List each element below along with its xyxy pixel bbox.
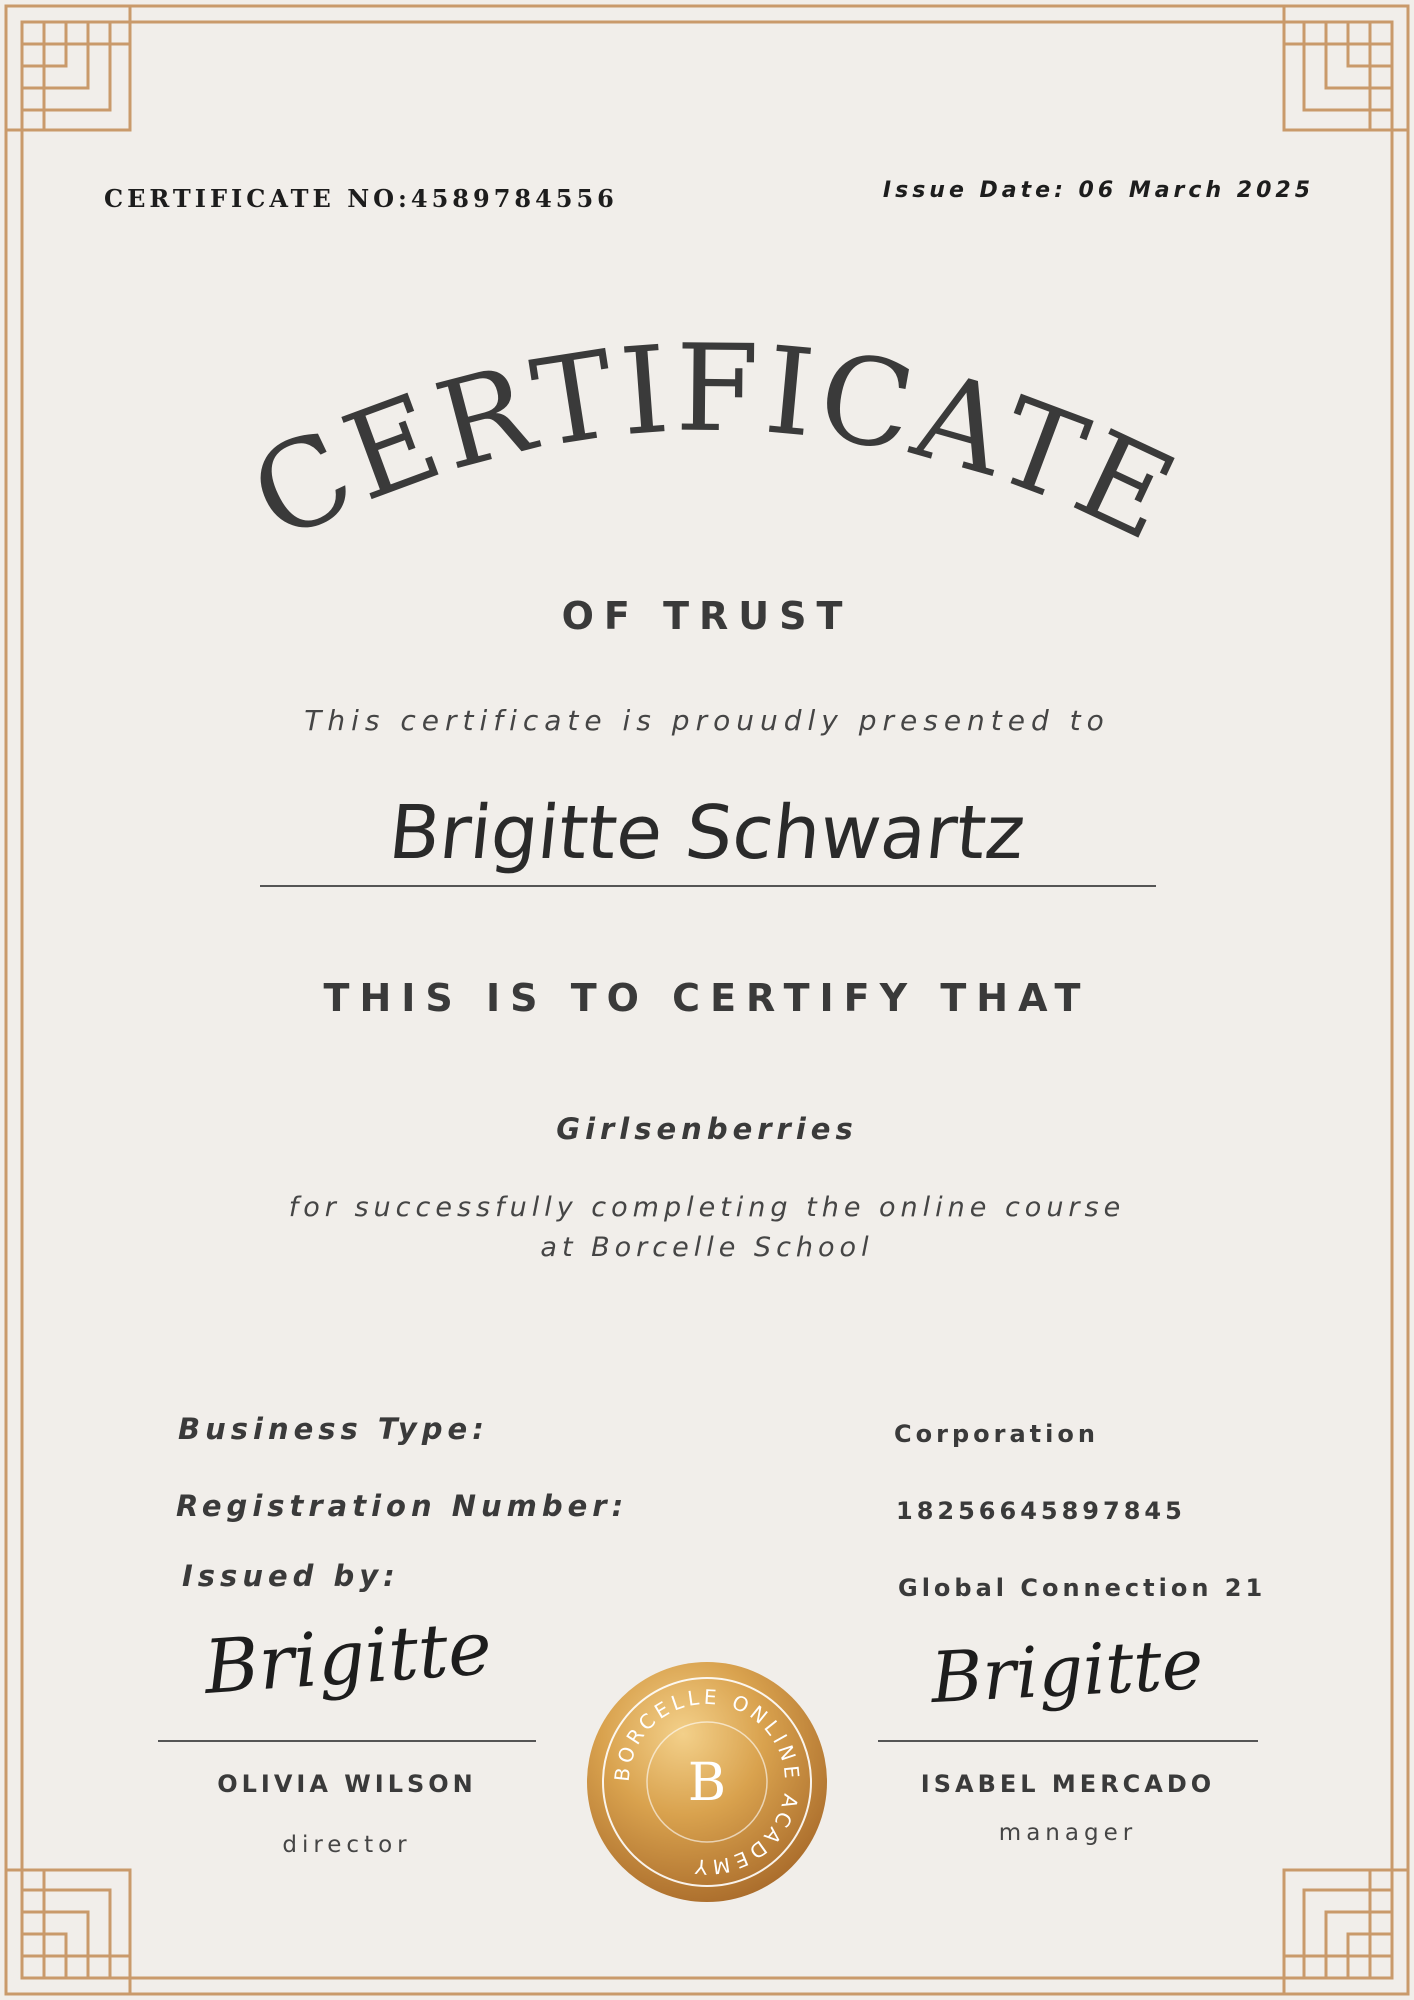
business-type-label: Business Type: [178, 1412, 489, 1446]
course-line-1: for successfully completing the online course [288, 1192, 1126, 1223]
signature-line-right [878, 1740, 1258, 1742]
recipient-underline [260, 885, 1156, 887]
issued-by-value: Global Connection 21 [898, 1574, 1267, 1602]
issued-by-label: Issued by: [182, 1559, 400, 1593]
registration-value: 18256645897845 [896, 1497, 1186, 1525]
signature-line-left [158, 1740, 536, 1742]
signatory-role-right: manager [998, 1820, 1138, 1846]
presented-text: This certificate is prouudly presented to [304, 704, 1110, 737]
registration-label: Registration Number: [176, 1489, 629, 1523]
svg-text:CERTIFICATE: CERTIFICATE [231, 319, 1198, 570]
academy-seal [585, 1660, 829, 1904]
certify-heading: THIS IS TO CERTIFY THAT [323, 976, 1091, 1020]
course-line-2: at Borcelle School [540, 1232, 874, 1263]
issue-date: Issue Date: 06 March 2025 [882, 178, 1314, 203]
signatory-name-right: ISABEL MERCADO [920, 1770, 1216, 1798]
signature-right: Brigitte [928, 1622, 1206, 1720]
company-name: Girlsenberries [556, 1112, 858, 1146]
svg-text:BORCELLE ONLINE ACADEMY: BORCELLE ONLINE ACADEMY [609, 1684, 805, 1880]
certificate-title [0, 300, 1414, 630]
certificate-subtitle: OF TRUST [561, 594, 853, 638]
business-type-value: Corporation [894, 1420, 1099, 1448]
svg-text:B: B [687, 1753, 727, 1813]
course-description [0, 1188, 1414, 1268]
signatory-role-left: director [282, 1832, 412, 1858]
signature-left: Brigitte [201, 1605, 495, 1711]
certificate-number: CERTIFICATE NO:4589784556 [104, 184, 618, 213]
recipient-name: Brigitte Schwartz [384, 790, 1030, 876]
signatory-name-left: OLIVIA WILSON [217, 1770, 477, 1798]
